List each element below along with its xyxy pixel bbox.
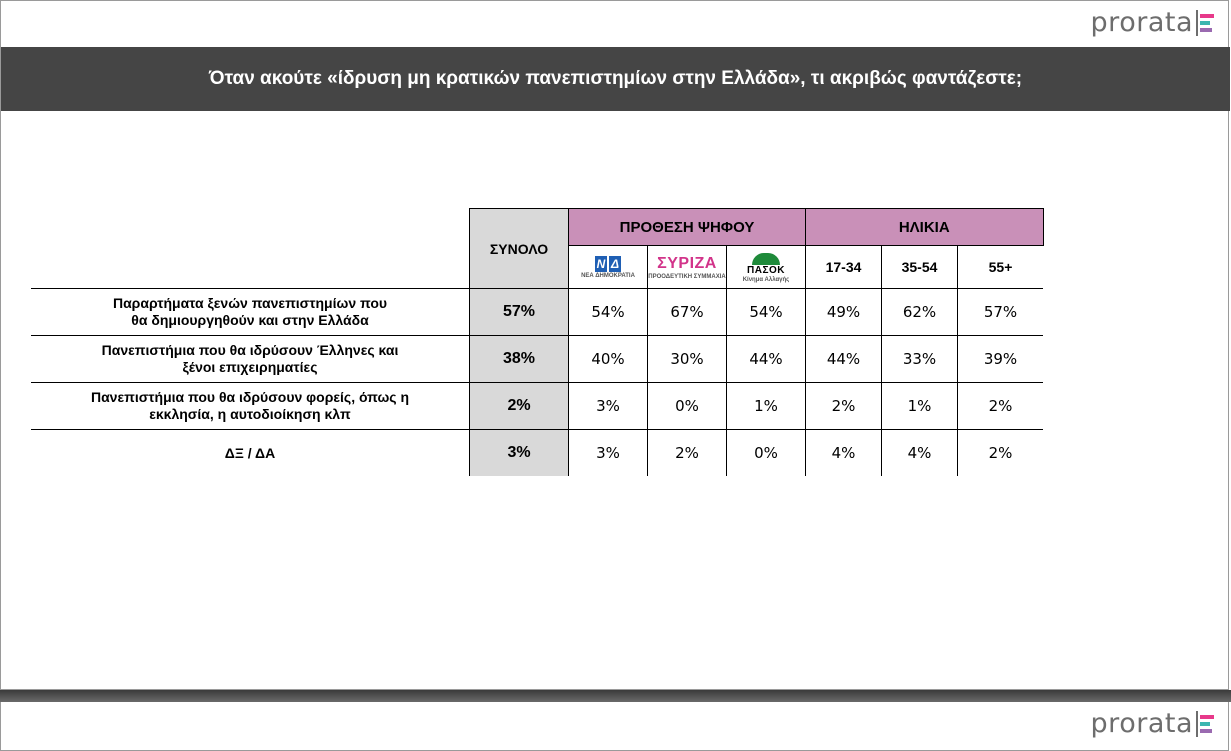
cell-value: 40% [569,336,648,383]
cell-value: 0% [648,383,727,430]
title-band [1,47,1230,111]
cell-value: 44% [727,336,806,383]
nd-letter-1: Ν [596,257,606,271]
cell-value: 54% [569,289,648,336]
nd-caption: ΝΕΑ ΔΗΜΟΚΡΑΤΙΑ [581,273,635,279]
pasok-logo-cell [727,246,806,289]
row-label-line: Πανεπιστήμια που θα ιδρύσουν φορείς, όπως η [90,389,410,405]
nd-logo-icon [581,256,635,279]
corner-cell [31,209,470,289]
syriza-caption: ΠΡΟΟΔΕΥΤΙΚΗ ΣΥΜΜΑΧΙΑ [648,273,726,280]
cell-value: 49% [806,289,882,336]
syriza-logo-icon [648,255,725,280]
row-label-line: Παραρτήματα ξενών πανεπιστημίων που [112,295,388,311]
group-label-age: ΗΛΙΚΙΑ [898,218,950,236]
page-title: Όταν ακούτε «ίδρυση μη κρατικών πανεπιστημίων στην Ελλάδα», τι ακριβώς φαντάζεστε; [208,68,1023,89]
pasok-logo-icon [743,253,790,283]
cell-value: 1% [727,383,806,430]
logo-text: prorata [1090,708,1193,739]
cell-value: 33% [882,336,958,383]
syriza-logo-cell [648,246,727,289]
cell-value: 67% [648,289,727,336]
total-header-label: ΣΥΝΟΛΟ [489,240,549,257]
row-label [31,336,470,383]
row-label-line: ΔΞ / ΔΑ [224,444,276,461]
age-header-1: 17-34 [806,246,882,289]
row-label-line: εκκλησία, η αυτοδιοίκηση κλπ [149,406,351,422]
nd-logo-cell [569,246,648,289]
table-row [31,430,1043,477]
cell-value: 2% [648,430,727,477]
table-row [31,383,1043,430]
nd-letter-2: Δ [610,257,620,271]
row-label [31,430,470,477]
age-header-2: 35-54 [882,246,958,289]
row-label-line: θα δημιουργηθούν και στην Ελλάδα [131,312,369,328]
cell-value: 54% [727,289,806,336]
cell-value: 39% [958,336,1044,383]
row-label [31,289,470,336]
pasok-sun-icon [752,253,780,265]
pasok-text: ΠΑΣΟΚ [747,264,785,276]
cell-value: 2% [806,383,882,430]
syriza-text: ΣΥΡΙΖΑ [657,254,717,272]
logo-bar [1196,711,1198,737]
row-label-line: ξένοι επιχειρηματίες [182,359,318,375]
prorata-logo-footer [1091,708,1214,739]
total-header [470,209,569,289]
row-label [31,383,470,430]
total-value: 2% [470,383,569,430]
logo-stripes-icon [1200,14,1214,32]
total-value: 38% [470,336,569,383]
group-header-age [806,209,1044,246]
group-header-vote [569,209,806,246]
age-header-3: 55+ [958,246,1044,289]
cell-value: 1% [882,383,958,430]
table-row [31,336,1043,383]
cell-value: 4% [806,430,882,477]
cell-value: 3% [596,444,620,462]
cell-value: 4% [882,430,958,477]
logo-bar [1196,10,1198,36]
row-label-line: Πανεπιστήμια που θα ιδρύσουν Έλληνες και [101,342,399,358]
total-value: 3% [470,430,569,477]
slide-divider [0,690,1231,702]
cell-value: 57% [958,289,1044,336]
total-value: 57% [470,289,569,336]
cell-value: 0% [727,430,806,477]
cell-value: 2% [958,383,1044,430]
cell-value: 2% [958,430,1044,477]
cell-value: 30% [648,336,727,383]
cell-value: 3% [569,383,648,430]
group-label-vote: ΠΡΟΘΕΣΗ ΨΗΦΟΥ [619,218,755,236]
logo-text: prorata [1090,7,1193,38]
pasok-caption: Κίνημα Αλλαγής [742,276,790,283]
cell-value: 62% [882,289,958,336]
table-row [31,289,1043,336]
cell-value: 44% [806,336,882,383]
logo-stripes-icon [1200,715,1214,733]
results-table [31,208,1044,476]
next-slide-strip [0,702,1229,751]
prorata-logo [1091,7,1214,38]
